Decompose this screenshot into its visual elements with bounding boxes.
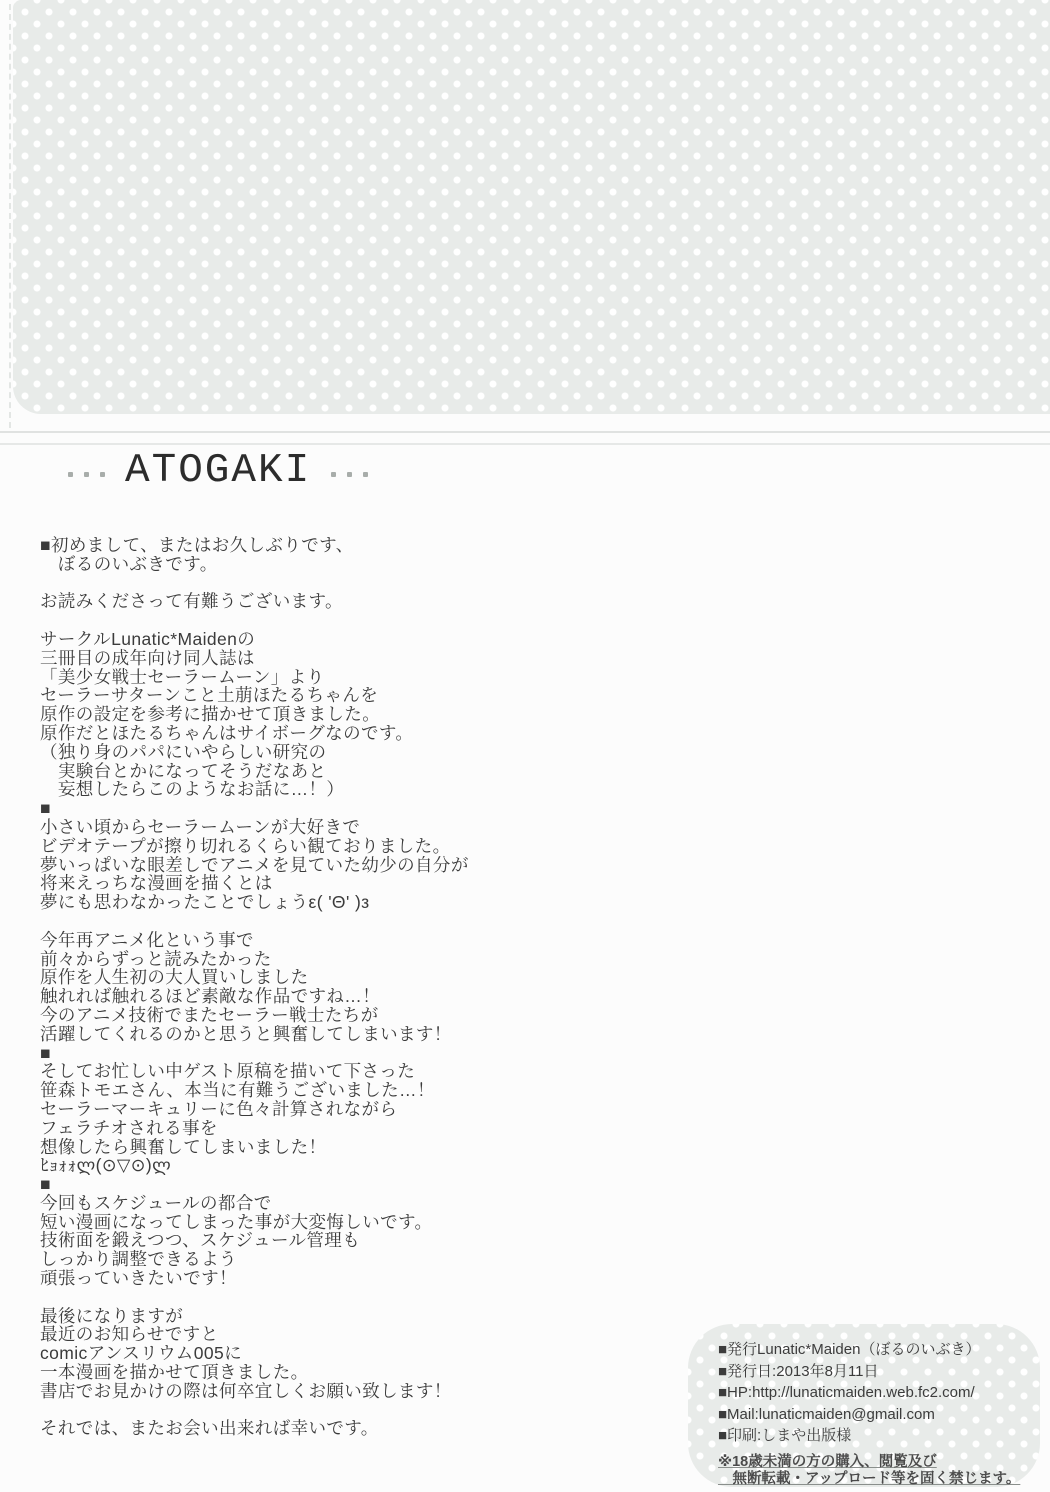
- body-line: 今年再アニメ化という事で: [40, 929, 254, 950]
- body-line: 技術面を鍛えつつ、スケジュール管理も: [40, 1230, 361, 1251]
- body-line: （独り身のパパにいやらしい研究の: [40, 741, 327, 762]
- body-line: ぼるのいぶきです。: [40, 553, 218, 574]
- body-line: 夢いっぱいな眼差しでアニメを見ていた幼少の自分が: [40, 854, 469, 875]
- age-warning-line: ※18歳未満の方の購入、閲覧及び: [718, 1453, 937, 1470]
- body-line: 最後になりますが: [40, 1305, 184, 1326]
- body-line: 妄想したらこのようなお話に…！）: [40, 779, 345, 800]
- body-line: ■: [40, 1042, 51, 1063]
- age-warning-line: 無断転載・アップロード等を固く禁じます。: [718, 1470, 1021, 1487]
- body-line: 想像したら興奮してしまいました！: [40, 1136, 327, 1157]
- body-line: フェラチオされる事を: [40, 1117, 218, 1138]
- colophon-line: ■発行日:2013年8月11日: [718, 1362, 879, 1380]
- body-line: セーラーマーキュリーに色々計算されながら: [40, 1098, 398, 1119]
- body-line: 触れれば触れるほど素敵な作品ですね…！: [40, 986, 381, 1007]
- colophon-box: [688, 1324, 1040, 1487]
- body-line: 「美少女戦士セーラームーン」より: [40, 666, 325, 687]
- scan-edge-line: [9, 4, 11, 428]
- colophon-line: ■印刷:しまや出版様: [718, 1427, 852, 1444]
- title-deco-dots-right: [325, 466, 374, 477]
- title-deco-dots-left: [62, 466, 111, 477]
- colophon-line: ■発行Lunatic*Maiden（ぼるのいぶき）: [718, 1341, 981, 1358]
- body-line: 原作を人生初の大人買いしました: [40, 967, 309, 988]
- body-line: 笹森トモエさん、本当に有難うございました…！: [40, 1080, 435, 1101]
- body-line: 一本漫画を描かせて頂きました。: [40, 1362, 309, 1383]
- body-line: 今回もスケジュールの都合で: [40, 1192, 272, 1213]
- body-line: ﾋｮｫｫლ(⊙▽⊙)ლ: [40, 1155, 172, 1176]
- body-line: 短い漫画になってしまった事が大変悔しいです。: [40, 1211, 433, 1232]
- body-line: 実験台とかになってそうだなあと: [40, 760, 327, 781]
- body-line: ■: [40, 798, 51, 819]
- body-line: comicアンスリウム005に: [40, 1343, 242, 1364]
- body-line: 将来えっちな漫画を描くとは: [40, 873, 273, 894]
- body-line: セーラーサターンこと土萠ほたるちゃんを: [40, 685, 379, 706]
- body-line: お読みくださって有難うございます。: [40, 591, 343, 612]
- body-line: ■初めまして、またはお久しぶりです、: [40, 535, 354, 555]
- body-line: [40, 611, 469, 630]
- body-line: ■: [40, 1174, 51, 1195]
- body-line: [40, 912, 469, 931]
- body-line: そしてお忙しい中ゲスト原稿を描いて下さった: [40, 1061, 416, 1082]
- title-row: [62, 447, 374, 495]
- body-line: 頑張っていきたいです！: [40, 1268, 237, 1289]
- colophon-line: ■Mail:lunaticmaiden@gmail.com: [718, 1405, 935, 1423]
- body-line: しっかり調整できるよう: [40, 1249, 237, 1270]
- body-line: [40, 1401, 469, 1420]
- polka-dot-header: [13, 0, 1050, 414]
- colophon-line: ■HP:http://lunaticmaiden.web.fc2.com/: [718, 1384, 975, 1401]
- page-title: ATOGAKI: [125, 448, 312, 494]
- body-line: それでは、またお会い出来れば幸いです。: [40, 1418, 379, 1439]
- afterword-body: [40, 536, 469, 1438]
- body-line: 原作の設定を参考に描かせて頂きました。: [40, 704, 381, 725]
- scan-artifact-line: [0, 431, 1050, 433]
- body-line: 活躍してくれるのかと思うと興奮してしまいます！: [40, 1023, 452, 1044]
- body-line: サークルLunatic*Maidenの: [40, 628, 256, 649]
- body-line: 夢にも思わなかったことでしょうε( 'Θ' )з: [40, 892, 370, 913]
- age-warning: [718, 1454, 1028, 1488]
- body-line: [40, 574, 469, 593]
- body-line: 小さい頃からセーラームーンが大好きで: [40, 816, 361, 837]
- body-line: [40, 1288, 469, 1307]
- body-line: 前々からずっと読みたかった: [40, 948, 272, 969]
- colophon-lines: [718, 1339, 1028, 1447]
- body-line: 書店でお見かけの際は何卒宜しくお願い致します！: [40, 1380, 452, 1401]
- scan-artifact-line: [0, 443, 1050, 445]
- body-line: 今のアニメ技術でまたセーラー戦士たちが: [40, 1004, 379, 1025]
- body-line: ビデオテープが擦り切れるくらい観ておりました。: [40, 835, 451, 856]
- body-line: 原作だとほたるちゃんはサイボーグなのです。: [40, 722, 414, 743]
- body-line: 最近のお知らせですと: [40, 1324, 219, 1345]
- body-line: 三冊目の成年向け同人誌は: [40, 647, 255, 668]
